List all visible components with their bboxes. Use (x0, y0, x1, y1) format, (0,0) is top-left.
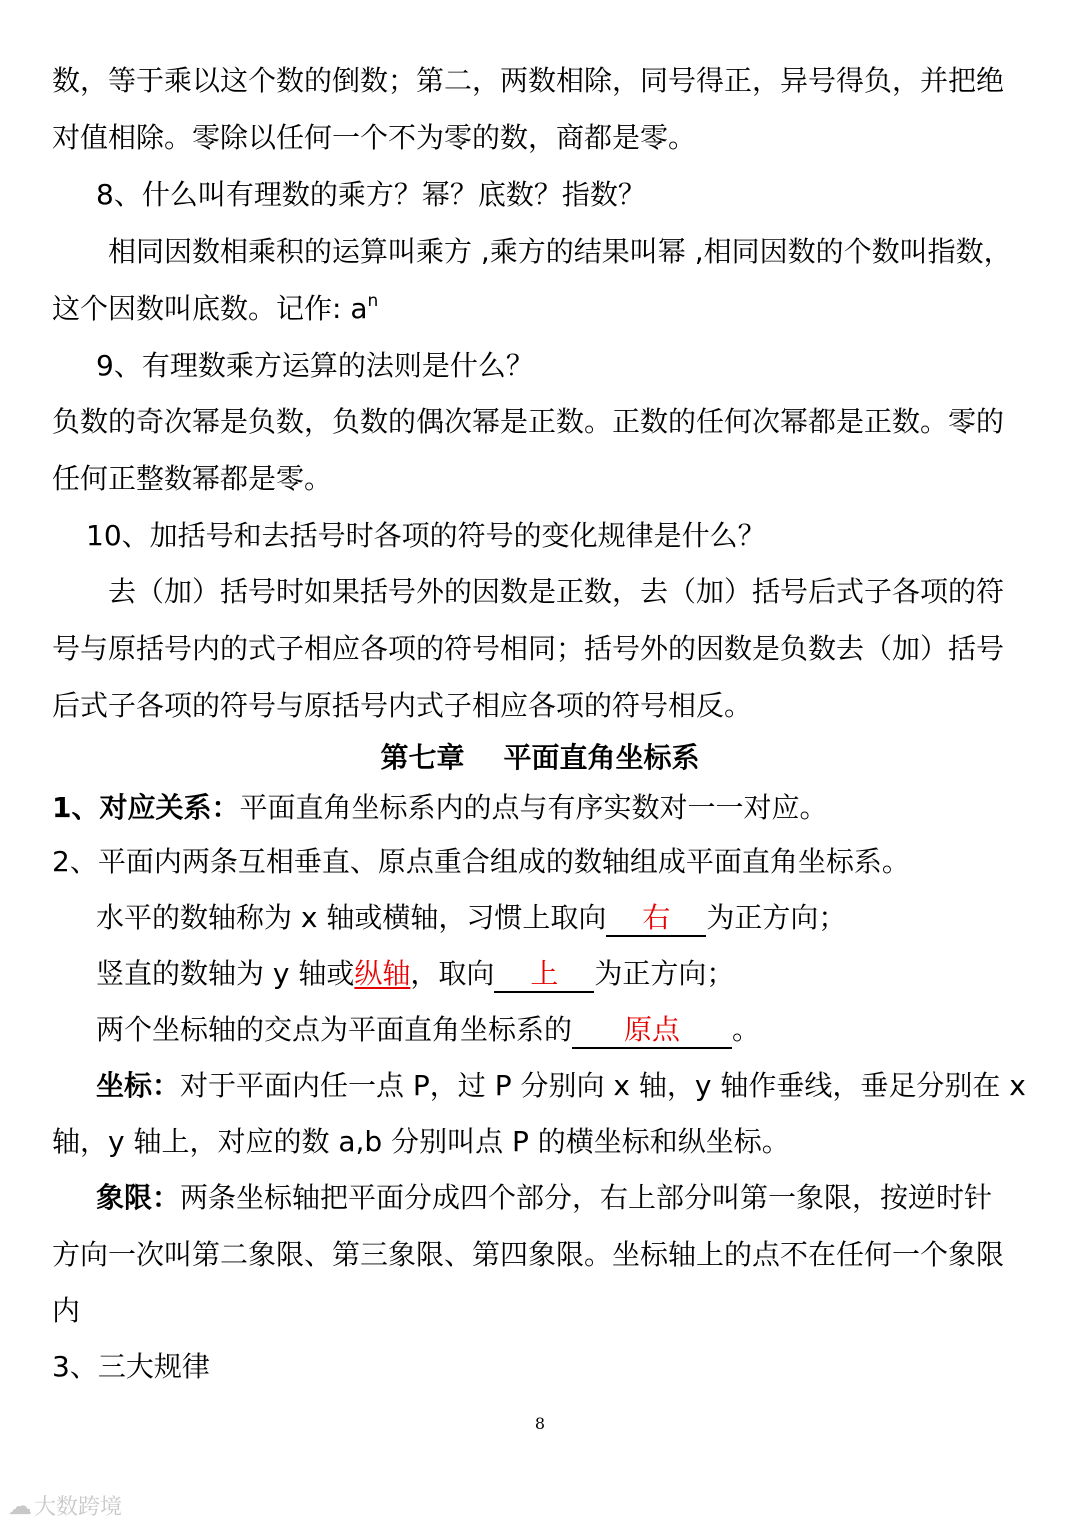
coordinate-def (96, 1066, 1080, 1106)
text-line: 相同因数相乘积的运算叫乘方 ,乘方的结果叫幂 ,相同因数的个数叫指数， (108, 235, 1012, 268)
x-axis-text-end: 为正方向； (706, 901, 847, 934)
x-axis-text: 水平的数轴称为 x 轴或横轴，习惯上取向 (96, 901, 607, 934)
y-axis-line (96, 954, 1080, 994)
point-3: 3、三大规律 (52, 1350, 210, 1383)
question-9: 9、有理数乘方运算的法则是什么？ (96, 349, 534, 382)
question-10: 10、加括号和去括号时各项的符号的变化规律是什么？ (86, 519, 766, 552)
origin-text: 两个坐标轴的交点为平面直角坐标系的 (96, 1013, 573, 1046)
y-axis-text: 竖直的数轴为 y 轴或 (96, 957, 355, 990)
y-axis-answer-blank: 上 (494, 957, 594, 993)
y-axis-text-mid: ，取向 (410, 957, 495, 990)
watermark (8, 1490, 122, 1521)
point-1-body: 平面直角坐标系内的点与有序实数对一一对应。 (239, 791, 828, 824)
text-line: 任何正整数幂都是零。 (52, 462, 333, 495)
quadrant-body: 两条坐标轴把平面分成四个部分，右上部分叫第一象限，按逆时针 (180, 1181, 993, 1214)
y-axis-text-end: 为正方向； (594, 957, 735, 990)
point-1-heading: 1、对应关系： (52, 791, 240, 824)
watermark-text: 大数跨境 (34, 1495, 123, 1520)
text-line: 负数的奇次幂是负数，负数的偶次幂是正数。正数的任何次幂都是正数。零的 (52, 405, 1005, 438)
notation-text: 这个因数叫底数。记作: a (52, 292, 368, 325)
text-line: 号与原括号内的式子相应各项的符号相同；括号外的因数是负数去（加）括号 (52, 632, 1005, 665)
point-1 (52, 788, 1042, 828)
point-2: 2、平面内两条互相垂直、原点重合组成的数轴组成平面直角坐标系。 (52, 845, 910, 878)
y-axis-name-red: 纵轴 (354, 957, 411, 990)
origin-text-end: 。 (732, 1013, 761, 1046)
quadrant-def (96, 1178, 1080, 1218)
text-line: 去（加）括号时如果括号外的因数是正数，去（加）括号后式子各项的符 (108, 575, 1005, 608)
question-8: 8、什么叫有理数的乘方？幂？底数？指数？ (96, 178, 646, 211)
cloud-logo-icon: ☁ (8, 1492, 32, 1520)
text-line: 对值相除。零除以任何一个不为零的数，商都是零。 (52, 121, 697, 154)
text-line: 内 (52, 1294, 81, 1327)
text-line: 数，等于乘以这个数的倒数；第二，两数相除，同号得正，异号得负，并把绝 (52, 64, 1005, 97)
text-line: 方向一次叫第二象限、第三象限、第四象限。坐标轴上的点不在任何一个象限 (52, 1238, 1005, 1271)
exponent-n: n (367, 291, 379, 311)
quadrant-heading: 象限： (96, 1181, 181, 1214)
origin-line (96, 1010, 1080, 1050)
text-line: 后式子各项的符号与原括号内式子相应各项的符号相反。 (52, 689, 753, 722)
chapter-title: 第七章 平面直角坐标系 (380, 741, 700, 774)
text-line (52, 289, 1042, 329)
x-axis-answer-blank: 右 (606, 901, 706, 937)
coordinate-heading: 坐标： (96, 1069, 181, 1102)
coordinate-body: 对于平面内任一点 P，过 P 分别向 x 轴，y 轴作垂线，垂足分别在 x (180, 1069, 1026, 1102)
text-line: 轴，y 轴上，对应的数 a,b 分别叫点 P 的横坐标和纵坐标。 (52, 1125, 790, 1158)
page-number: 8 (534, 1414, 546, 1433)
x-axis-line (96, 898, 1080, 938)
origin-answer-blank: 原点 (572, 1013, 732, 1049)
